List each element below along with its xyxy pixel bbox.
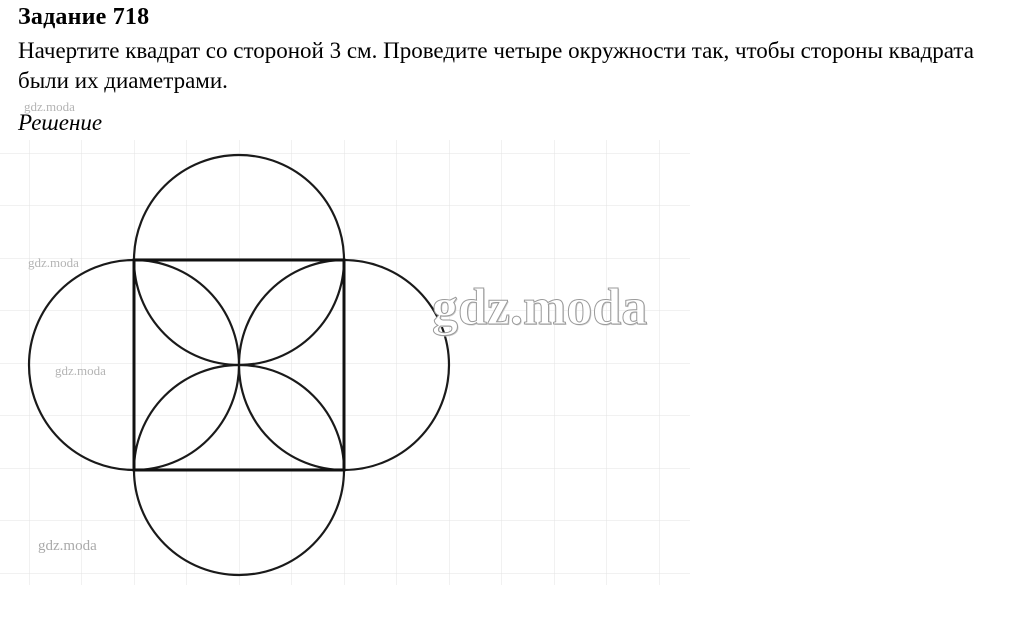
watermark-small-4: gdz.moda [38, 538, 97, 554]
figure-svg [0, 140, 1017, 595]
watermark-small-3: gdz.moda [55, 363, 106, 378]
watermark-small-1: gdz.moda [24, 99, 75, 114]
task-statement: Начертите квадрат со стороной 3 см. Проведите четыре окружности так, чтобы стороны квадрата были их диаметрами. [18, 38, 974, 93]
watermark-small-2: gdz.moda [28, 255, 79, 270]
solution-label: Решение [18, 110, 103, 135]
page-title: Задание 718 [18, 4, 150, 30]
geometry-figure [0, 140, 1017, 595]
watermark-large: gdz.moda [432, 279, 648, 336]
